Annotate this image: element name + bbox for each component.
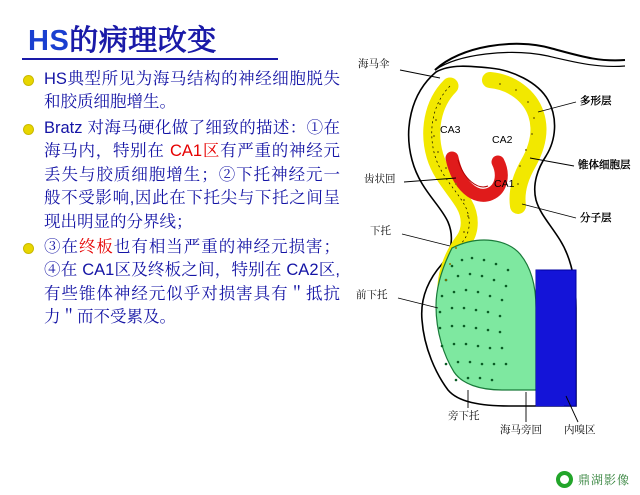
label-dentate-gyrus: 齿状回 — [364, 173, 396, 185]
footer-bar — [0, 463, 640, 495]
label-ca1: CA1 — [494, 178, 515, 190]
bullet-text-1: HS典型所见为海马结构的神经细胞脱失和胶质细胞增生。 — [44, 70, 340, 112]
footer-brand-text: 鼎湖影像 — [577, 473, 630, 487]
hippocampus-cross-section-diagram — [340, 8, 640, 478]
bullet-item-2 — [20, 117, 340, 234]
label-presubiculum: 前下托 — [356, 289, 388, 301]
bullet-list — [20, 68, 340, 332]
bullet-dot-icon — [24, 125, 33, 134]
label-molecular-layer: 分子层 — [580, 212, 612, 224]
hippocampus-svg — [340, 8, 640, 478]
entorhinal-area-fill — [536, 270, 564, 406]
page-title — [28, 18, 217, 59]
bullet-item-1 — [20, 68, 340, 115]
bullet-text-3-pre: ③在 — [44, 237, 79, 256]
bullet-text-3-highlight: 终板 — [78, 237, 114, 256]
bullet-text-3-post: 也有相当严重的神经元损害；④在 CA1区及终板之间，特别在 CA2区,有些锥体神经元似乎对损害具有＂抵抗力＂而不受累及。 — [44, 237, 340, 327]
bullet-dot-icon — [24, 244, 33, 253]
label-fimbria: 海马伞 — [358, 58, 390, 70]
label-pyramidal-cell-layer: 锥体细胞层 — [578, 159, 631, 171]
title-underline — [22, 58, 278, 60]
label-parasubiculum: 旁下托 — [448, 410, 480, 422]
footer-brand — [556, 471, 630, 488]
bullet-dot-icon — [24, 76, 33, 85]
bullet-text-3 — [44, 236, 340, 330]
leader-subiculum — [402, 234, 450, 246]
label-ca3: CA3 — [440, 124, 461, 136]
circle-logo-icon — [556, 471, 573, 488]
label-entorhinal-area: 内嗅区 — [564, 424, 596, 436]
label-parahippocampal-gyrus: 海马旁回 — [500, 424, 542, 436]
label-subiculum: 下托 — [370, 225, 391, 237]
bullet-text-2 — [44, 117, 340, 234]
label-ca2: CA2 — [492, 134, 513, 146]
bullet-item-3 — [20, 236, 340, 330]
bullet-text-2-post: 有严重的神经元丢失与胶质细胞增生；②下托神经元一般不受影响,因此在下托尖与下托之间呈现出明显的分界线； — [44, 142, 340, 231]
bullet-text-2-highlight: CA1区 — [169, 142, 221, 161]
page-title-rest: 的病理改变 — [69, 25, 217, 57]
bullet-text-2-pre: Bratz 对海马硬化做了细致的描述：①在海马内，特别在 — [44, 118, 340, 161]
label-polymorphic-layer: 多形层 — [580, 95, 612, 107]
page-title-prefix: HS — [28, 25, 70, 57]
subiculum-green — [436, 240, 536, 390]
